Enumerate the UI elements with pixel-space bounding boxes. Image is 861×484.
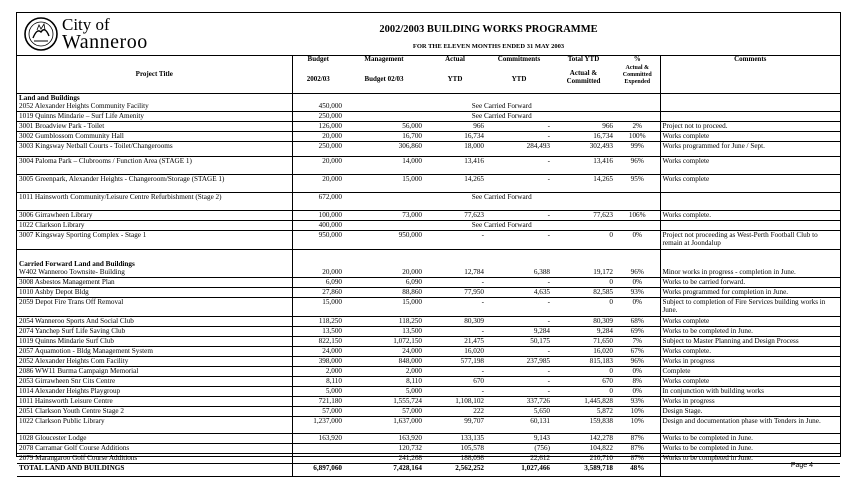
comment-cell: [660, 102, 840, 112]
total-ytd-cell: 815,183: [552, 357, 615, 367]
total-label: TOTAL LAND AND BUILDINGS: [17, 464, 292, 477]
budget-cell: 250,000: [292, 112, 344, 122]
project-title-cell: 2078 Carramar Golf Course Additions: [17, 444, 292, 454]
management-budget-cell: 15,000: [344, 298, 424, 317]
project-title-cell: 1022 Clarkson Library: [17, 221, 292, 231]
percent-expended-cell: 0%: [615, 231, 660, 250]
management-budget-cell: 15,000: [344, 175, 424, 193]
commitments-cell: -: [486, 367, 552, 377]
commitments-cell: -: [486, 211, 552, 221]
management-budget-cell: 2,000: [344, 367, 424, 377]
project-title-cell: 2057 Aquamotion - Bldg Management System: [17, 347, 292, 357]
management-budget-cell: 241,268: [344, 454, 424, 464]
management-budget-cell: 1,072,150: [344, 337, 424, 347]
management-budget-cell: 24,000: [344, 347, 424, 357]
col-comments: Comments: [660, 55, 840, 94]
actual-ytd-cell: -: [424, 327, 486, 337]
comment-cell: Subject to Master Planning and Design Process: [660, 337, 840, 347]
table-row: [17, 278, 840, 288]
budget-cell: 950,000: [292, 231, 344, 250]
empty-cell: [552, 94, 615, 103]
actual-ytd-cell: 222: [424, 407, 486, 417]
management-budget-cell: 57,000: [344, 407, 424, 417]
comment-cell: Works complete.: [660, 347, 840, 357]
actual-ytd-cell: 670: [424, 377, 486, 387]
budget-cell: 100,000: [292, 211, 344, 221]
project-title-cell: 1010 Ashby Depot Bldg: [17, 288, 292, 298]
total-ytd-cell: 159,838: [552, 417, 615, 434]
comment-cell: Design and documentation phase with Tenders in June.: [660, 417, 840, 434]
percent-expended-cell: 87%: [615, 454, 660, 464]
table-row: [17, 298, 840, 317]
budget-cell: 15,000: [292, 298, 344, 317]
col-management: Management Budget 02/03: [344, 55, 424, 94]
empty-cell: [615, 94, 660, 103]
comment-cell: Works to be carried forward.: [660, 278, 840, 288]
management-budget-cell: 1,555,724: [344, 397, 424, 407]
total-ytd-cell: 210,710: [552, 454, 615, 464]
percent-expended-cell: 96%: [615, 157, 660, 175]
commitments-cell: -: [486, 298, 552, 317]
commitments-cell: -: [486, 231, 552, 250]
table-row: [17, 434, 840, 444]
total-ytd-cell: 9,284: [552, 327, 615, 337]
total-ytd-cell: 0: [552, 278, 615, 288]
total-ytd-cell: 302,493: [552, 142, 615, 157]
commitments-cell: -: [486, 122, 552, 132]
percent-expended-cell: 7%: [615, 337, 660, 347]
comment-cell: Works complete: [660, 175, 840, 193]
table-row: [17, 112, 840, 122]
budget-cell: 398,000: [292, 357, 344, 367]
percent-expended-cell: 10%: [615, 417, 660, 434]
percent-expended-cell: 10%: [615, 407, 660, 417]
actual-ytd-cell: 577,198: [424, 357, 486, 367]
budget-cell: 822,150: [292, 337, 344, 347]
col-budget: Budget 2002/03: [292, 55, 344, 94]
commitments-cell: -: [486, 175, 552, 193]
management-budget-cell: 120,732: [344, 444, 424, 454]
project-title-cell: 2074 Yanchep Surf Life Saving Club: [17, 327, 292, 337]
actual-ytd-cell: -: [424, 367, 486, 377]
total-ytd-cell: 0: [552, 367, 615, 377]
total-ytd-cell: 80,309: [552, 317, 615, 327]
table-row: [17, 407, 840, 417]
percent-expended-cell: 93%: [615, 288, 660, 298]
actual-ytd-cell: 18,000: [424, 142, 486, 157]
project-title-cell: 2051 Clarkson Youth Centre Stage 2: [17, 407, 292, 417]
actual-ytd-cell: 966: [424, 122, 486, 132]
project-title-cell: 3005 Greenpark, Alexander Heights - Changeroom/Storage (STAGE 1): [17, 175, 292, 193]
comment-cell: Works in progress: [660, 397, 840, 407]
total-ytd-cell: 16,734: [552, 132, 615, 142]
budget-cell: 400,000: [292, 221, 344, 231]
budget-cell: 5,000: [292, 387, 344, 397]
project-title-cell: 1011 Hainsworth Leisure Centre: [17, 397, 292, 407]
project-title-cell: 2059 Depot Fire Trans Off Removal: [17, 298, 292, 317]
table-row: [17, 193, 840, 211]
empty-cell: [292, 94, 344, 103]
table-row: [17, 357, 840, 367]
budget-cell: [292, 454, 344, 464]
comment-cell: Works complete: [660, 157, 840, 175]
actual-ytd-cell: -: [424, 298, 486, 317]
management-budget-cell: 56,000: [344, 122, 424, 132]
percent-expended-cell: 95%: [615, 175, 660, 193]
comment-cell: In conjunction with building works: [660, 387, 840, 397]
table-row: [17, 367, 840, 377]
total-ytd-cell: 14,265: [552, 175, 615, 193]
works-table: [17, 55, 840, 477]
budget-cell: 13,500: [292, 327, 344, 337]
project-title-cell: 3008 Asbestos Management Plan: [17, 278, 292, 288]
percent-expended-cell: 96%: [615, 357, 660, 367]
project-title-cell: 2052 Alexander Heights Community Facility: [17, 102, 292, 112]
total-row: [17, 464, 840, 477]
comment-cell: Works programmed for June / Sept.: [660, 142, 840, 157]
total-commitments: 1,027,466: [486, 464, 552, 477]
percent-expended-cell: 0%: [615, 367, 660, 377]
percent-expended-cell: 87%: [615, 434, 660, 444]
total-percent: 48%: [615, 464, 660, 477]
percent-expended-cell: 0%: [615, 387, 660, 397]
percent-expended-cell: 67%: [615, 347, 660, 357]
empty-cell: [486, 250, 552, 269]
budget-cell: 20,000: [292, 132, 344, 142]
logo-city-of: City of: [62, 15, 110, 34]
total-ytd-cell: 142,278: [552, 434, 615, 444]
project-title-cell: 2086 WW11 Burma Campaign Memorial: [17, 367, 292, 377]
commitments-cell: 4,635: [486, 288, 552, 298]
budget-cell: [292, 444, 344, 454]
col-actual: Actual YTD: [424, 55, 486, 94]
total-ytd-cell: 0: [552, 231, 615, 250]
empty-cell: [660, 94, 840, 103]
comment-cell: Project not proceeding as West-Perth Football Club to remain at Joondalup: [660, 231, 840, 250]
actual-ytd-cell: 16,734: [424, 132, 486, 142]
total-ytd-cell: 966: [552, 122, 615, 132]
carried-forward-note: See Carried Forward: [344, 102, 660, 112]
total-ytd-cell: 0: [552, 298, 615, 317]
comment-cell: [660, 112, 840, 122]
table-row: [17, 211, 840, 221]
comment-cell: Works complete: [660, 377, 840, 387]
empty-cell: [615, 250, 660, 269]
comment-cell: [660, 221, 840, 231]
commitments-cell: -: [486, 157, 552, 175]
table-row: [17, 175, 840, 193]
management-budget-cell: 6,090: [344, 278, 424, 288]
total-ytd-cell: 104,822: [552, 444, 615, 454]
management-budget-cell: 20,000: [344, 268, 424, 278]
project-title-cell: 2053 Girrawheen Snr Cits Centre: [17, 377, 292, 387]
comment-cell: Project not to proceed.: [660, 122, 840, 132]
comment-cell: Works to be completed in June.: [660, 444, 840, 454]
project-title-cell: 1019 Quinns Mindarie Surf Club: [17, 337, 292, 347]
commitments-cell: -: [486, 278, 552, 288]
section-title: Carried Forward Land and Buildings: [17, 250, 292, 269]
commitments-cell: 60,131: [486, 417, 552, 434]
budget-cell: 2,000: [292, 367, 344, 377]
actual-ytd-cell: 21,475: [424, 337, 486, 347]
commitments-cell: 9,143: [486, 434, 552, 444]
actual-ytd-cell: -: [424, 231, 486, 250]
total-ytd-cell: 77,623: [552, 211, 615, 221]
project-title-cell: 1014 Alexander Heights Playgroup: [17, 387, 292, 397]
actual-ytd-cell: -: [424, 278, 486, 288]
percent-expended-cell: 0%: [615, 278, 660, 288]
percent-expended-cell: 68%: [615, 317, 660, 327]
commitments-cell: -: [486, 377, 552, 387]
section-title: Land and Buildings: [17, 94, 292, 103]
carried-forward-note: See Carried Forward: [344, 221, 660, 231]
budget-cell: 20,000: [292, 157, 344, 175]
section-heading-row: [17, 94, 840, 103]
commitments-cell: 6,388: [486, 268, 552, 278]
percent-expended-cell: 8%: [615, 377, 660, 387]
actual-ytd-cell: 1,108,102: [424, 397, 486, 407]
logo-wanneroo: Wanneroo: [62, 31, 148, 53]
table-row: [17, 387, 840, 397]
comment-cell: Works complete.: [660, 211, 840, 221]
project-title-cell: 3004 Paloma Park – Clubrooms / Function Area (STAGE 1): [17, 157, 292, 175]
comment-cell: Minor works in progress - completion in June.: [660, 268, 840, 278]
total-ytd: 3,589,718: [552, 464, 615, 477]
budget-cell: 721,180: [292, 397, 344, 407]
table-row: [17, 132, 840, 142]
report-title: 2002/2003 BUILDING WORKS PROGRAMME: [379, 24, 598, 35]
commitments-cell: 50,175: [486, 337, 552, 347]
table-row: [17, 231, 840, 250]
project-title-cell: 3007 Kingsway Sporting Complex - Stage 1: [17, 231, 292, 250]
actual-ytd-cell: -: [424, 387, 486, 397]
management-budget-cell: 8,110: [344, 377, 424, 387]
table-row: [17, 377, 840, 387]
table-row: [17, 102, 840, 112]
percent-expended-cell: 87%: [615, 444, 660, 454]
percent-expended-cell: 2%: [615, 122, 660, 132]
empty-cell: [292, 250, 344, 269]
percent-expended-cell: 100%: [615, 132, 660, 142]
budget-cell: 1,237,000: [292, 417, 344, 434]
table-row: [17, 327, 840, 337]
empty-cell: [660, 464, 840, 477]
page-number: Page 4: [790, 462, 813, 469]
management-budget-cell: 16,700: [344, 132, 424, 142]
comment-cell: Complete: [660, 367, 840, 377]
project-title-cell: 3001 Broadview Park - Toilet: [17, 122, 292, 132]
commitments-cell: -: [486, 132, 552, 142]
project-title-cell: 1022 Clarkson Public Library: [17, 417, 292, 434]
commitments-cell: 22,612: [486, 454, 552, 464]
project-title-cell: W402 Wanneroo Townsite- Building: [17, 268, 292, 278]
percent-expended-cell: 106%: [615, 211, 660, 221]
project-title-cell: 1011 Hainsworth Community/Leisure Centre Refurbishment (Stage 2): [17, 193, 292, 211]
actual-ytd-cell: 80,309: [424, 317, 486, 327]
project-title-cell: 1019 Quinns Mindarie – Surf Life Amenity: [17, 112, 292, 122]
actual-ytd-cell: 105,578: [424, 444, 486, 454]
comment-cell: Design Stage.: [660, 407, 840, 417]
total-ytd-cell: 5,872: [552, 407, 615, 417]
actual-ytd-cell: 133,135: [424, 434, 486, 444]
management-budget-cell: 88,860: [344, 288, 424, 298]
comment-cell: Works complete: [660, 132, 840, 142]
commitments-cell: (756): [486, 444, 552, 454]
commitments-cell: -: [486, 387, 552, 397]
empty-cell: [660, 250, 840, 269]
table-row: [17, 444, 840, 454]
total-ytd-cell: 16,020: [552, 347, 615, 357]
col-total-ytd: Total YTD Actual & Committed: [552, 55, 615, 94]
table-row: [17, 221, 840, 231]
table-row: [17, 122, 840, 132]
budget-cell: 57,000: [292, 407, 344, 417]
comment-cell: Works to be completed in June.: [660, 434, 840, 444]
commitments-cell: -: [486, 317, 552, 327]
total-actual: 2,562,252: [424, 464, 486, 477]
col-percent: % Actual & Committed Expended: [615, 55, 660, 94]
actual-ytd-cell: 99,707: [424, 417, 486, 434]
budget-cell: 118,250: [292, 317, 344, 327]
percent-expended-cell: 99%: [615, 142, 660, 157]
management-budget-cell: 5,000: [344, 387, 424, 397]
comment-cell: Subject to completion of Fire Services building works in June.: [660, 298, 840, 317]
table-row: [17, 157, 840, 175]
comment-cell: Works in progress: [660, 357, 840, 367]
table-row: [17, 317, 840, 327]
budget-cell: 250,000: [292, 142, 344, 157]
project-title-cell: 1028 Gloucester Lodge: [17, 434, 292, 444]
budget-cell: 24,000: [292, 347, 344, 357]
total-ytd-cell: 1,445,828: [552, 397, 615, 407]
total-ytd-cell: 0: [552, 387, 615, 397]
management-budget-cell: 950,000: [344, 231, 424, 250]
table-row: [17, 142, 840, 157]
budget-cell: 20,000: [292, 175, 344, 193]
empty-cell: [344, 94, 424, 103]
table-row: [17, 454, 840, 464]
percent-expended-cell: 0%: [615, 298, 660, 317]
actual-ytd-cell: 188,098: [424, 454, 486, 464]
empty-cell: [552, 250, 615, 269]
commitments-cell: 5,650: [486, 407, 552, 417]
carried-forward-note: See Carried Forward: [344, 112, 660, 122]
actual-ytd-cell: 16,020: [424, 347, 486, 357]
table-row: [17, 268, 840, 278]
actual-ytd-cell: 77,623: [424, 211, 486, 221]
actual-ytd-cell: 14,265: [424, 175, 486, 193]
actual-ytd-cell: 13,416: [424, 157, 486, 175]
total-ytd-cell: 19,172: [552, 268, 615, 278]
budget-cell: 163,920: [292, 434, 344, 444]
budget-cell: 6,090: [292, 278, 344, 288]
comment-cell: Works to be completed in June.: [660, 327, 840, 337]
management-budget-cell: 848,000: [344, 357, 424, 367]
total-ytd-cell: 13,416: [552, 157, 615, 175]
col-project-title: Project Title: [17, 55, 292, 94]
budget-cell: 8,110: [292, 377, 344, 387]
project-title-cell: 2079 Marangaroo Golf Course Additions: [17, 454, 292, 464]
commitments-cell: 9,284: [486, 327, 552, 337]
table-row: [17, 288, 840, 298]
section-heading-row: [17, 250, 840, 269]
budget-cell: 450,000: [292, 102, 344, 112]
total-ytd-cell: 82,585: [552, 288, 615, 298]
carried-forward-note: See Carried Forward: [344, 193, 660, 211]
empty-cell: [344, 250, 424, 269]
management-budget-cell: 1,637,000: [344, 417, 424, 434]
col-commitments: Commitments YTD: [486, 55, 552, 94]
total-ytd-cell: 670: [552, 377, 615, 387]
column-header-row: [17, 55, 840, 94]
budget-cell: 672,000: [292, 193, 344, 211]
management-budget-cell: 14,000: [344, 157, 424, 175]
empty-cell: [486, 94, 552, 103]
budget-cell: 126,000: [292, 122, 344, 132]
total-budget: 6,897,060: [292, 464, 344, 477]
report-subtitle: FOR THE ELEVEN MONTHS ENDED 31 MAY 2003: [412, 43, 565, 50]
management-budget-cell: 163,920: [344, 434, 424, 444]
comment-cell: Works programmed for completion in June.: [660, 288, 840, 298]
table-row: [17, 347, 840, 357]
project-title-cell: 2054 Wanneroo Sports And Social Club: [17, 317, 292, 327]
report-header: [17, 13, 840, 56]
management-budget-cell: 118,250: [344, 317, 424, 327]
comment-cell: [660, 193, 840, 211]
commitments-cell: 237,985: [486, 357, 552, 367]
total-ytd-cell: 71,650: [552, 337, 615, 347]
percent-expended-cell: 93%: [615, 397, 660, 407]
project-title-cell: 3003 Kingsway Netball Courts - Toilet/Changerooms: [17, 142, 292, 157]
actual-ytd-cell: 77,950: [424, 288, 486, 298]
percent-expended-cell: 96%: [615, 268, 660, 278]
commitments-cell: -: [486, 347, 552, 357]
budget-cell: 27,860: [292, 288, 344, 298]
total-management-budget: 7,428,164: [344, 464, 424, 477]
project-title-cell: 2052 Alexander Heights Com Facility: [17, 357, 292, 367]
management-budget-cell: 306,860: [344, 142, 424, 157]
budget-cell: 20,000: [292, 268, 344, 278]
table-row: [17, 417, 840, 434]
management-budget-cell: 73,000: [344, 211, 424, 221]
project-title-cell: 3002 Gumblossom Community Hall: [17, 132, 292, 142]
actual-ytd-cell: 12,784: [424, 268, 486, 278]
commitments-cell: 337,726: [486, 397, 552, 407]
comment-cell: Works to be completed in June.: [660, 454, 840, 464]
empty-cell: [424, 250, 486, 269]
commitments-cell: 284,493: [486, 142, 552, 157]
table-row: [17, 397, 840, 407]
management-budget-cell: 13,500: [344, 327, 424, 337]
table-row: [17, 337, 840, 347]
comment-cell: Works complete: [660, 317, 840, 327]
empty-cell: [424, 94, 486, 103]
project-title-cell: 3006 Girrawheen Library: [17, 211, 292, 221]
percent-expended-cell: 69%: [615, 327, 660, 337]
